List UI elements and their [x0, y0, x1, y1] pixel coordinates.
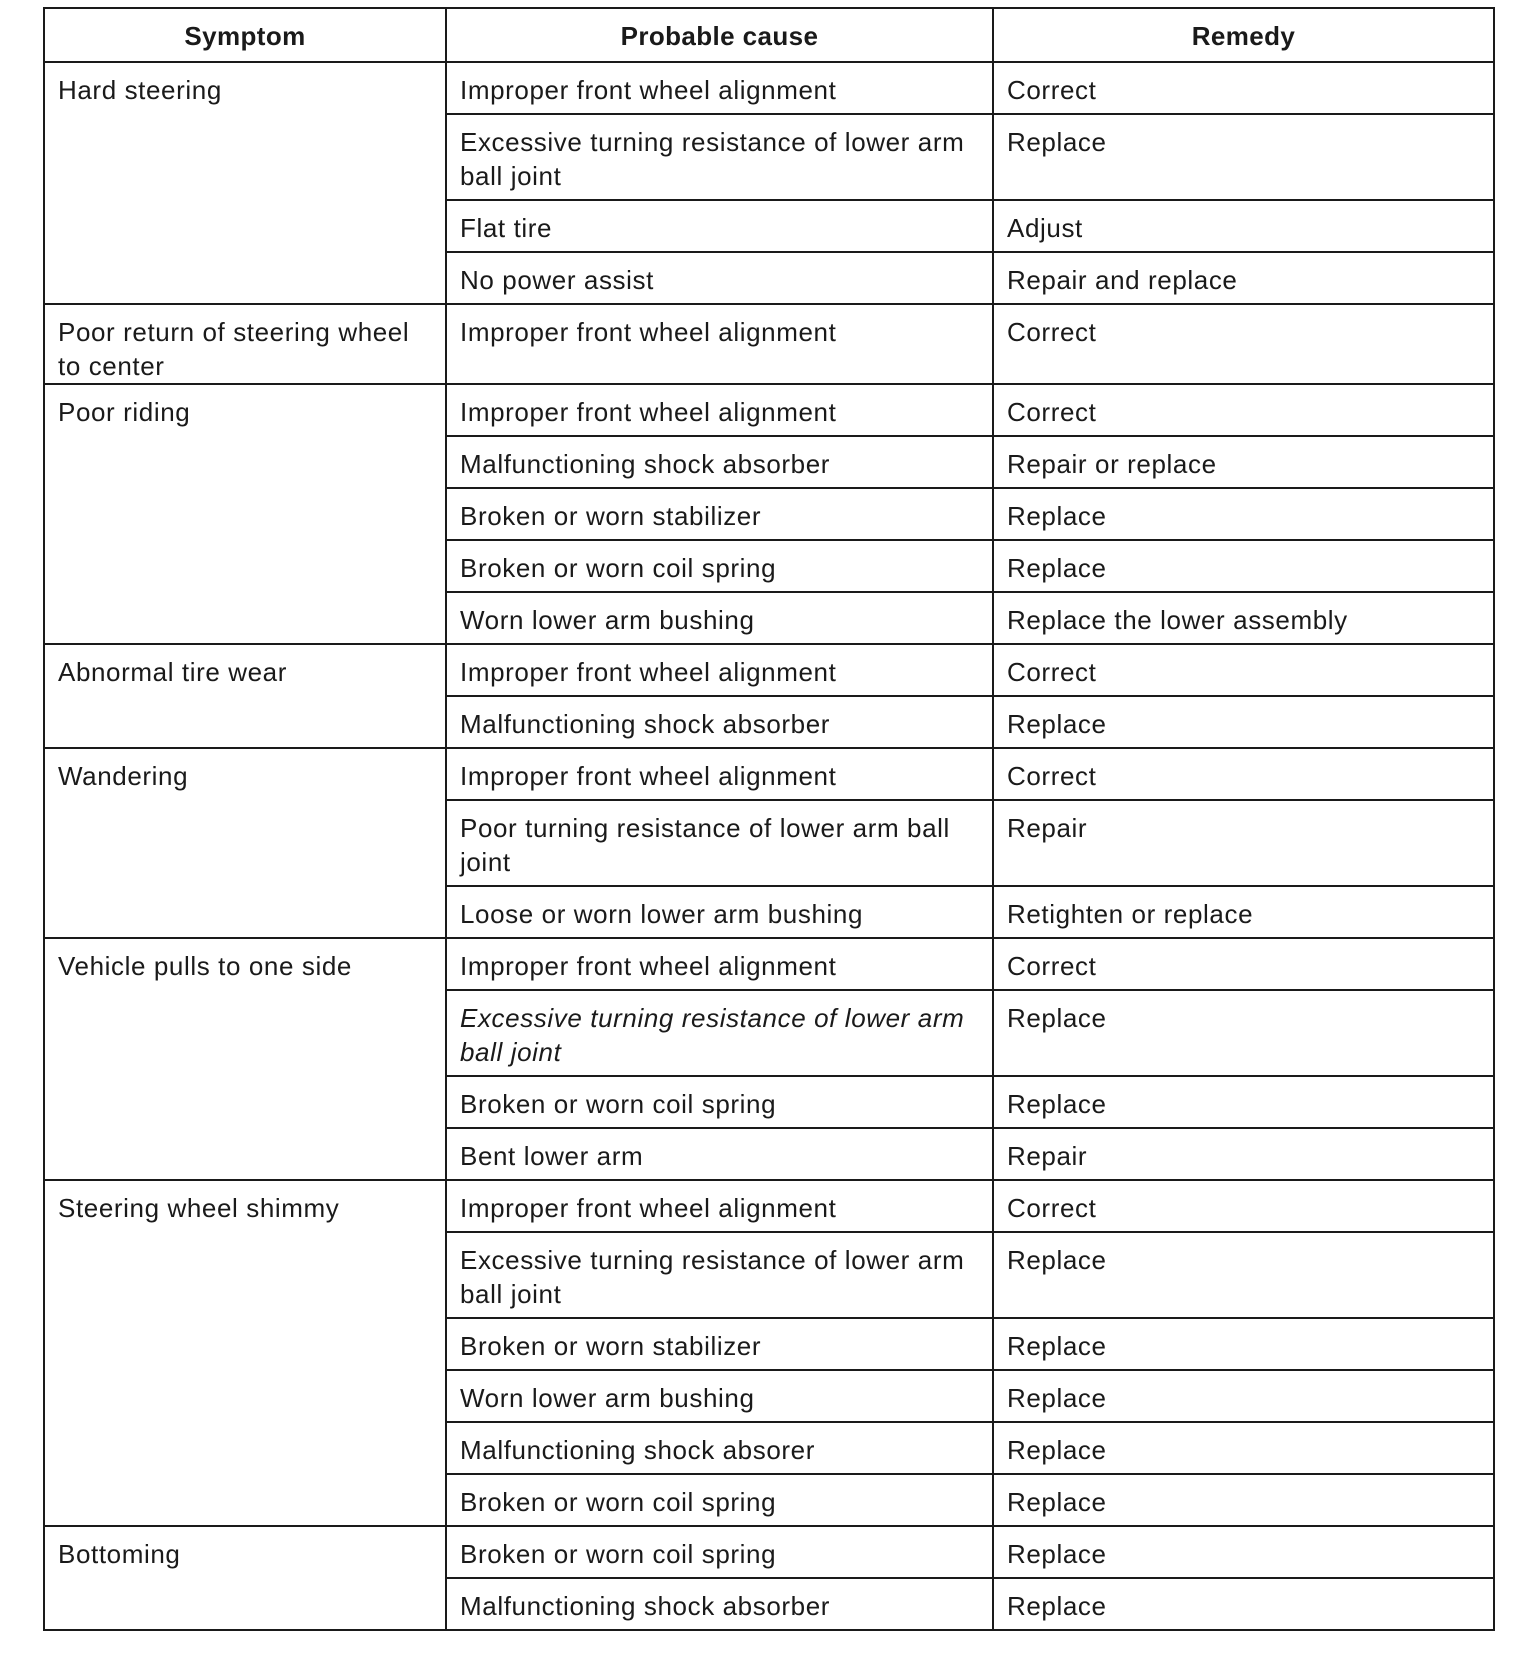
cause-cell: Excessive turning resistance of lower arm ball joint: [446, 1232, 993, 1318]
remedy-cell: Correct: [993, 644, 1494, 696]
table-row: [44, 644, 1494, 696]
table-row: [44, 62, 1494, 114]
symptom-cell: Abnormal tire wear: [44, 644, 446, 748]
remedy-cell: Correct: [993, 748, 1494, 800]
remedy-cell: Adjust: [993, 200, 1494, 252]
remedy-cell: Correct: [993, 938, 1494, 990]
table-row: [44, 1180, 1494, 1232]
cause-cell: Improper front wheel alignment: [446, 938, 993, 990]
cause-header: Probable cause: [446, 8, 993, 62]
table-row: [44, 748, 1494, 800]
cause-cell: Improper front wheel alignment: [446, 748, 993, 800]
cause-cell: Improper front wheel alignment: [446, 644, 993, 696]
remedy-cell: Replace: [993, 1318, 1494, 1370]
cause-cell: Bent lower arm: [446, 1128, 993, 1180]
remedy-cell: Repair: [993, 1128, 1494, 1180]
table-row: [44, 384, 1494, 436]
symptom-cell: Wandering: [44, 748, 446, 938]
remedy-cell: Replace: [993, 696, 1494, 748]
cause-cell: Broken or worn stabilizer: [446, 1318, 993, 1370]
symptom-header: Symptom: [44, 8, 446, 62]
cause-cell: No power assist: [446, 252, 993, 304]
remedy-cell: Correct: [993, 304, 1494, 384]
remedy-cell: Replace: [993, 1076, 1494, 1128]
cause-cell: Flat tire: [446, 200, 993, 252]
table-row: [44, 304, 1494, 384]
cause-cell: Broken or worn coil spring: [446, 1076, 993, 1128]
cause-cell: Broken or worn coil spring: [446, 1474, 993, 1526]
remedy-header: Remedy: [993, 8, 1494, 62]
table-row: [44, 1526, 1494, 1578]
remedy-cell: Repair or replace: [993, 436, 1494, 488]
cause-cell: Malfunctioning shock absorber: [446, 436, 993, 488]
remedy-cell: Repair and replace: [993, 252, 1494, 304]
cause-cell: Malfunctioning shock absorber: [446, 1578, 993, 1630]
cause-cell: Worn lower arm bushing: [446, 592, 993, 644]
symptom-cell: Poor return of steering wheel to center: [44, 304, 446, 384]
cause-cell: Improper front wheel alignment: [446, 1180, 993, 1232]
cause-cell: Malfunctioning shock absorer: [446, 1422, 993, 1474]
symptom-cell: Vehicle pulls to one side: [44, 938, 446, 1180]
remedy-cell: Correct: [993, 1180, 1494, 1232]
remedy-cell: Repair: [993, 800, 1494, 886]
cause-cell: Worn lower arm bushing: [446, 1370, 993, 1422]
remedy-cell: Replace: [993, 1232, 1494, 1318]
remedy-cell: Replace: [993, 488, 1494, 540]
symptom-cell: Steering wheel shimmy: [44, 1180, 446, 1526]
remedy-cell: Replace: [993, 1370, 1494, 1422]
remedy-cell: Correct: [993, 62, 1494, 114]
symptom-cell: Bottoming: [44, 1526, 446, 1630]
remedy-cell: Retighten or replace: [993, 886, 1494, 938]
table-body: [44, 62, 1494, 1630]
cause-cell: Improper front wheel alignment: [446, 304, 993, 384]
symptom-cell: Poor riding: [44, 384, 446, 644]
header-row: [44, 8, 1494, 62]
remedy-cell: Replace: [993, 1422, 1494, 1474]
remedy-cell: Replace: [993, 114, 1494, 200]
cause-cell: Poor turning resistance of lower arm ball joint: [446, 800, 993, 886]
cause-cell: Improper front wheel alignment: [446, 62, 993, 114]
cause-cell: Improper front wheel alignment: [446, 384, 993, 436]
cause-cell: Excessive turning resistance of lower arm ball joint: [446, 990, 993, 1076]
table-row: [44, 938, 1494, 990]
remedy-cell: Replace: [993, 540, 1494, 592]
remedy-cell: Replace: [993, 1526, 1494, 1578]
symptom-cell: Hard steering: [44, 62, 446, 304]
remedy-cell: Replace: [993, 1578, 1494, 1630]
cause-cell: Broken or worn coil spring: [446, 540, 993, 592]
remedy-cell: Replace the lower assembly: [993, 592, 1494, 644]
remedy-cell: Correct: [993, 384, 1494, 436]
cause-cell: Broken or worn stabilizer: [446, 488, 993, 540]
remedy-cell: Replace: [993, 1474, 1494, 1526]
remedy-cell: Replace: [993, 990, 1494, 1076]
cause-cell: Loose or worn lower arm bushing: [446, 886, 993, 938]
troubleshooting-table: [43, 7, 1495, 1631]
cause-cell: Broken or worn coil spring: [446, 1526, 993, 1578]
cause-cell: Malfunctioning shock absorber: [446, 696, 993, 748]
cause-cell: Excessive turning resistance of lower arm ball joint: [446, 114, 993, 200]
